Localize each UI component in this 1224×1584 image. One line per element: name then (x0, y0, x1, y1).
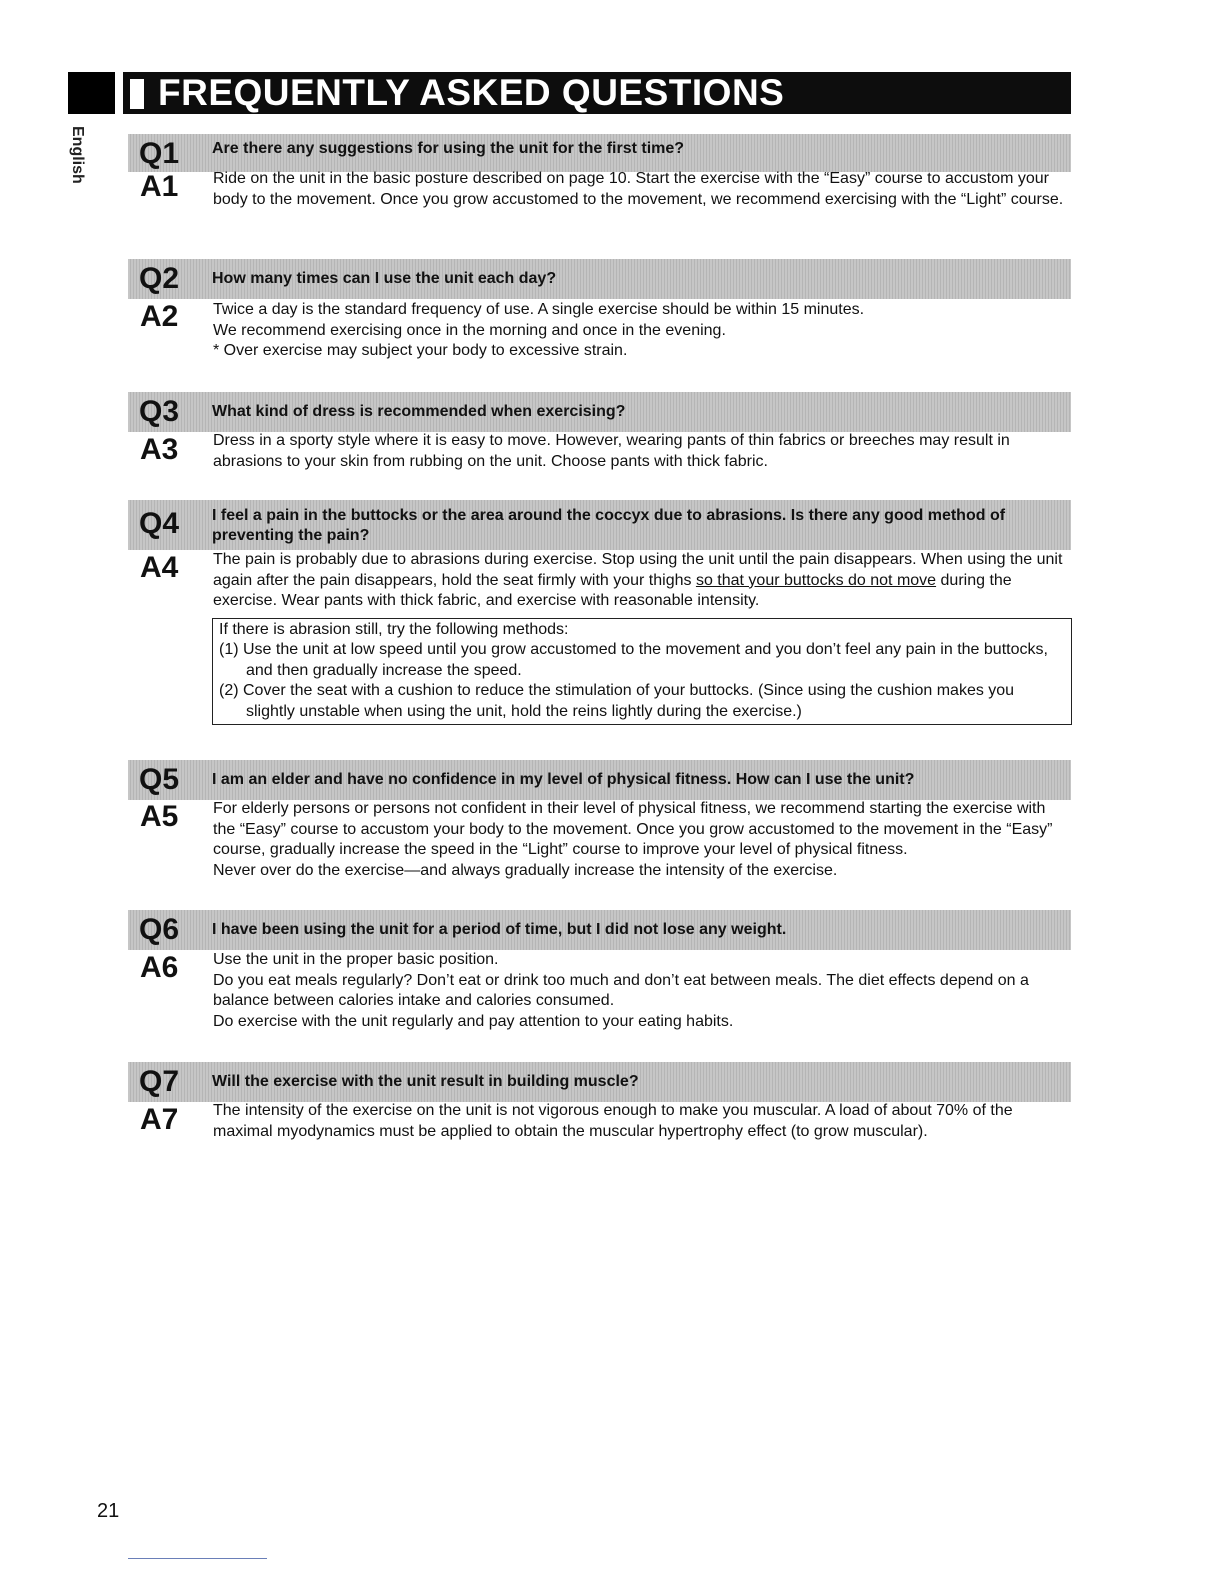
page-title: FREQUENTLY ASKED QUESTIONS (158, 72, 785, 113)
language-side-tab (26, 126, 86, 216)
note-item: (2) Cover the seat with a cushion to reduce the stimulation of your buttocks. (Since using the cushion makes you slightly unstable when using the unit, hold the reins lightly during the exercise.) (219, 682, 1015, 720)
header-gap (115, 72, 123, 114)
question-bar (128, 500, 1071, 550)
answer-number: A2 (140, 300, 179, 333)
question-text: How many times can I use the unit each day? (212, 270, 557, 287)
answer-number: A1 (140, 170, 179, 203)
answer-text (213, 431, 1068, 472)
language-label: English (69, 126, 86, 184)
question-text: I am an elder and have no confidence in my level of physical fitness. How can I use the unit? (212, 771, 915, 788)
answer-number: A6 (140, 951, 179, 984)
answer-number: A4 (140, 551, 179, 584)
question-number: Q5 (139, 763, 180, 796)
question-bar (128, 1062, 1071, 1102)
question-number: Q3 (139, 395, 180, 428)
question-text: What kind of dress is recommended when exercising? (212, 403, 626, 420)
answer-footnote: * Over exercise may subject your body to excessive strain. (213, 342, 628, 360)
question-bar (128, 259, 1071, 299)
question-number: Q1 (139, 137, 180, 170)
answer-underlined-text: so that your buttocks do not move (695, 571, 937, 589)
answer-text (213, 799, 1068, 881)
footer-divider (128, 1558, 267, 1559)
question-number: Q7 (139, 1065, 180, 1098)
question-bar (128, 134, 1071, 172)
answer-text (213, 300, 1068, 362)
header-block-decoration (68, 72, 115, 114)
answer-paragraph: Do you eat meals regularly? Don’t eat or drink too much and don’t eat between meals. The diet effects depend on a balance between calories intake and calories consumed. (213, 971, 1029, 1010)
answer-text-part: during the exercise. Wear pants with thick fabric, and exercise with reasonable intensity. (213, 571, 1012, 610)
answer-text (213, 950, 1068, 1032)
answer-paragraph: Use the unit in the proper basic position. (213, 951, 499, 968)
answer-number: A7 (140, 1103, 179, 1136)
question-number: Q6 (139, 913, 180, 946)
question-text: I have been using the unit for a period of time, but I did not lose any weight. (212, 921, 787, 938)
answer-paragraph: We recommend exercising once in the morning and once in the evening. (213, 321, 726, 339)
answer-text (213, 1101, 1068, 1142)
note-item: (1) Use the unit at low speed until you grow accustomed to the movement and you don’t feel any pain in the buttocks, and then gradually increase the speed. (219, 641, 1048, 679)
answer-number: A3 (140, 433, 179, 466)
page-number: 21 (97, 1500, 120, 1522)
answer-paragraph: Ride on the unit in the basic posture described on page 10. Start the exercise with the “Easy” course to accustom your body to the movement. Once you grow accustomed to the movement, we recommend exercising with the “Light” course. (213, 170, 1064, 208)
question-text: Are there any suggestions for using the unit for the first time? (212, 140, 685, 157)
question-text: Will the exercise with the unit result in building muscle? (212, 1073, 639, 1090)
answer-paragraph: The intensity of the exercise on the unit is not vigorous enough to make you muscular. A load of about 70% of the maximal myodynamics must be applied to obtain the muscular hypertrophy effect (to grow muscular). (213, 1102, 1013, 1140)
answer-text-part: The pain is probably due to abrasions during exercise. Stop using the unit until the pain disappears. When using the unit again after the pain disappears, hold the seat firmly with your thighs (213, 551, 1063, 589)
answer-number: A5 (140, 800, 179, 833)
answer-paragraph (213, 550, 1068, 612)
question-number: Q2 (139, 262, 180, 295)
question-bar (128, 910, 1071, 950)
question-number: Q4 (139, 507, 180, 540)
answer-paragraph: For elderly persons or persons not confident in their level of physical fitness, we recommend starting the exercise with the “Easy” course to accustom your body to the movement. Once you grow accustomed to the movement in the “Easy” course, gradually increase the speed in the “Light” course to improve your level of physical fitness. (213, 800, 1053, 859)
answer-paragraph: Twice a day is the standard frequency of use. A single exercise should be within 15 minutes. (213, 301, 865, 318)
answer-text (213, 550, 1068, 612)
question-bar (128, 392, 1071, 432)
header-marker (130, 79, 144, 109)
answer-paragraph: Never over do the exercise—and always gradually increase the intensity of the exercise. (213, 861, 838, 879)
question-bar (128, 760, 1071, 800)
answer-text (213, 169, 1068, 210)
note-intro: If there is abrasion still, try the following methods: (219, 621, 569, 638)
answer-paragraph: Do exercise with the unit regularly and pay attention to your eating habits. (213, 1012, 734, 1030)
question-text: I feel a pain in the buttocks or the area around the coccyx due to abrasions. Is there any good method of preventing the pain? (212, 507, 1006, 544)
answer-paragraph: Dress in a sporty style where it is easy to move. However, wearing pants of thin fabrics or breeches may result in abrasions to your skin from rubbing on the unit. Choose pants with thick fabric. (213, 432, 1010, 470)
section-header-bar (68, 72, 1071, 114)
note-box (212, 618, 1072, 725)
